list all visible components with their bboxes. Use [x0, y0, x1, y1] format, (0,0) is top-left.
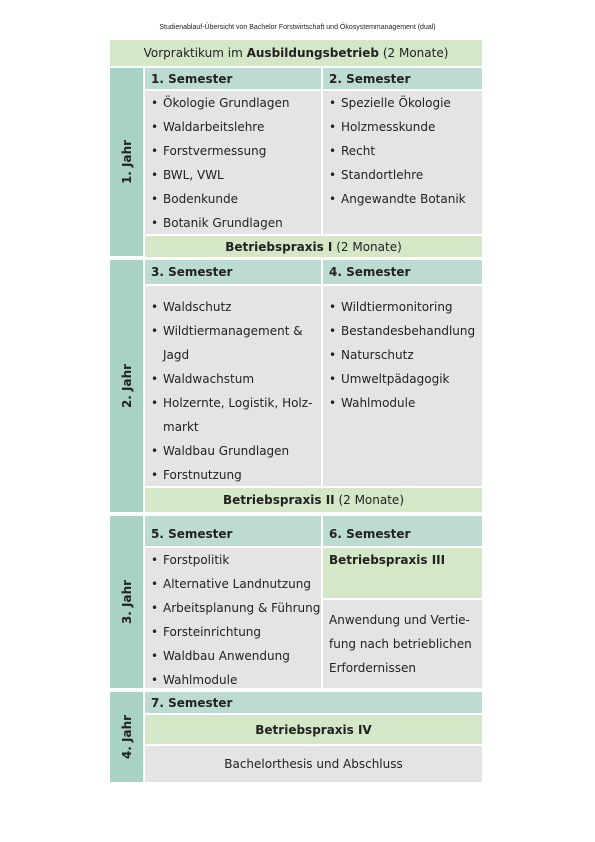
sem-4-list [323, 295, 482, 415]
year-2-label: 2. Jahr [119, 363, 134, 409]
list-item: • Forstnutzung [145, 463, 315, 487]
sem-2-list [323, 91, 482, 211]
year-1-label: 1. Jahr [119, 139, 134, 185]
year-2-cell [110, 260, 143, 512]
list-item: • Holzernte, Logistik, Holzmarkt [145, 391, 315, 439]
sem-7-header: 7. Semester [145, 692, 482, 713]
betriebspraxis-3-cell: Betriebspraxis III [323, 548, 482, 598]
list-item: • Spezielle Ökologie [323, 91, 482, 115]
list-item: • Naturschutz [323, 343, 482, 367]
year-1-cell [110, 68, 143, 256]
list-item: • Waldwachstum [145, 367, 315, 391]
vorpraktikum-row [110, 40, 482, 66]
sem-6-header: 6. Semester [323, 516, 482, 546]
sem-1-header: 1. Semester [145, 68, 321, 89]
list-item: • Waldschutz [145, 295, 315, 319]
betriebspraxis-1-bold: Betriebspraxis I [225, 239, 333, 254]
betriebspraxis-2-suffix: (2 Monate) [334, 493, 404, 507]
list-item: • Umweltpädagogik [323, 367, 482, 391]
list-item: • Bestandesbehandlung [323, 319, 482, 343]
vorpraktikum-suffix: (2 Monate) [379, 46, 449, 60]
sem-4-body [323, 286, 482, 486]
list-item: • Recht [323, 139, 482, 163]
list-item: • Wildtiermonitoring [323, 295, 482, 319]
year-3-cell [110, 516, 143, 688]
betriebspraxis-1-suffix: (2 Monate) [332, 239, 402, 254]
sem-3-header: 3. Semester [145, 260, 321, 284]
vorpraktikum-bold: Ausbildungsbetrieb [246, 46, 380, 60]
year-3-label: 3. Jahr [119, 579, 134, 625]
list-item: • BWL, VWL [145, 163, 321, 187]
sem-4-header: 4. Semester [323, 260, 482, 284]
sem-2-header: 2. Semester [323, 68, 482, 89]
document-title: Studienablauf-Übersicht von Bachelor Forstwirtschaft und Ökosystemmanagement (dual) [159, 24, 436, 31]
list-item: • Botanik Grundlagen [145, 211, 321, 235]
list-item: • Wildtiermanagement & Jagd [145, 319, 315, 367]
list-item: • Wahlmodule [323, 391, 482, 415]
list-item: • Alternative Landnutzung [145, 572, 321, 596]
list-item: • Standortlehre [323, 163, 482, 187]
list-item: • Waldbau Anwendung [145, 644, 321, 668]
list-item: • Forsteinrichtung [145, 620, 321, 644]
list-item: • Ökologie Grundlagen [145, 91, 321, 115]
list-item: • Holzmesskunde [323, 115, 482, 139]
sem-5-body [145, 548, 321, 688]
year-4-label: 4. Jahr [119, 714, 134, 760]
betriebspraxis-1-row [145, 236, 482, 257]
list-item: • Forstvermessung [145, 139, 321, 163]
list-item: • Arbeitsplanung & Führung [145, 596, 321, 620]
sem-2-body [323, 91, 482, 234]
list-item: • Bodenkunde [145, 187, 321, 211]
list-item: • Angewandte Botanik [323, 187, 482, 211]
list-item: • Waldarbeitslehre [145, 115, 321, 139]
sem-3-body [145, 286, 321, 486]
sem-5-header: 5. Semester [145, 516, 321, 546]
betriebspraxis-2-bold: Betriebspraxis II [222, 493, 335, 507]
bachelorthesis-row: Bachelorthesis und Abschluss [145, 746, 482, 782]
betriebspraxis-4-row: Betriebspraxis IV [145, 715, 482, 744]
year-4-cell [110, 692, 143, 782]
list-item: • Forstpolitik [145, 548, 321, 572]
sem-5-list [145, 548, 321, 692]
sem-1-list [145, 91, 321, 235]
sem-1-body [145, 91, 321, 234]
list-item: • Waldbau Grundlagen [145, 439, 315, 463]
vorpraktikum-prefix: Vorpraktikum im [143, 46, 247, 60]
list-item: • Wahlmodule [145, 668, 321, 692]
betriebspraxis-2-row [145, 488, 482, 512]
sem-3-list [145, 295, 321, 487]
sem-6-description: Anwendung und Vertiefung nach betrieblichen Erfordernissen [323, 600, 482, 688]
